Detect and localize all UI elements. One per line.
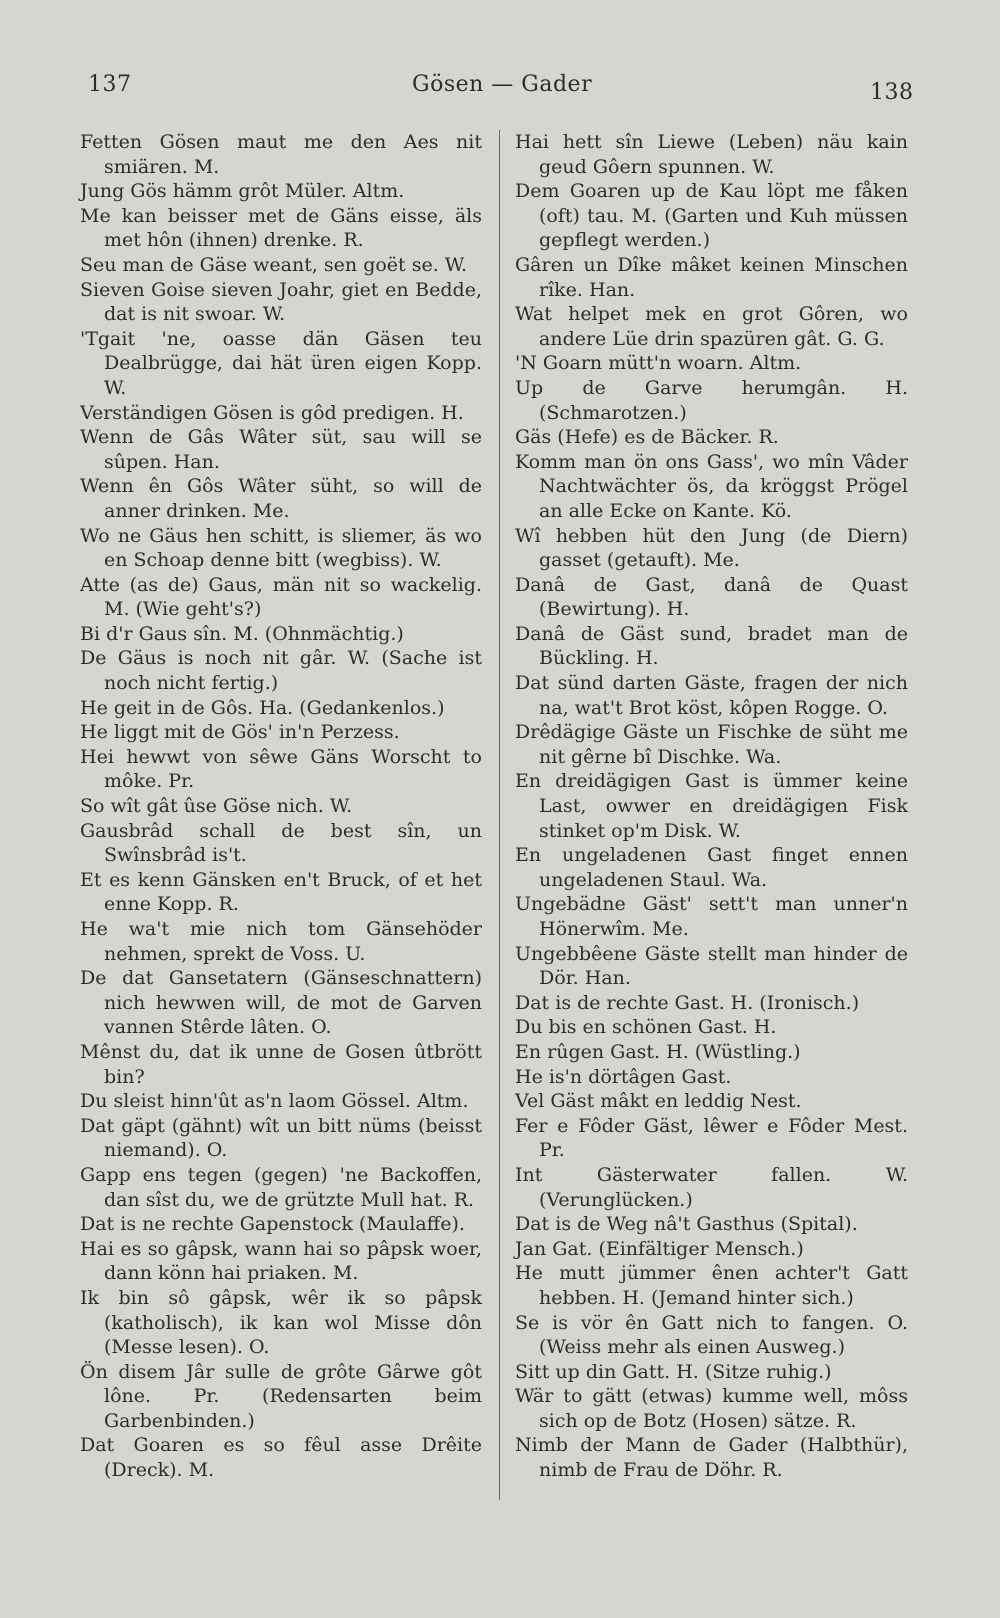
proverb-entry: He geit in de Gôs. Ha. (Gedankenlos.) <box>80 696 445 719</box>
proverb-entry: Nimb der Mann de Gader (Halbthür), nimb de Frau de Döhr. R. <box>515 1434 908 1482</box>
proverb-entry: Hai es so gâpsk, wann hai so pâpsk woer, dann könn hai priaken. M. <box>80 1237 482 1285</box>
proverb-entry: Dem Goaren up de Kau löpt me fåken (oft) tau. M. (Garten und Kuh müssen gepflegt werden.) <box>515 180 908 252</box>
running-title: Gösen — Gader <box>412 72 593 97</box>
proverb-entry: Fer e Fôder Gäst, lêwer e Fôder Mest. Pr. <box>515 1114 908 1162</box>
proverb-entry: Dat gäpt (gähnt) wît un bitt nüms (beisst niemand). O. <box>80 1114 482 1162</box>
proverb-entry: Wenn de Gâs Wâter süt, sau will se sûpen. Han. <box>80 426 482 473</box>
proverb-entry: Ik bin sô gâpsk, wêr ik so pâpsk (katholisch), ik kan wol Misse dôn (Messe lesen). O. <box>80 1286 482 1359</box>
proverb-entry: Int Gästerwater fallen. W. (Verunglücken.) <box>515 1163 908 1211</box>
proverb-entry: De Gäus is noch nit gâr. W. (Sache ist noch nicht fertig.) <box>80 647 482 695</box>
proverb-entry: Dat is ne rechte Gapenstock (Maulaffe). <box>80 1213 465 1236</box>
proverb-entry: En dreidägigen Gast is ümmer keine Last, owwer en dreidägigen Fisk stinket op'm Disk. W. <box>515 770 908 842</box>
proverb-entry: Fetten Gösen maut me den Aes nit smiären. M. <box>80 131 482 178</box>
proverb-entry: Seu man de Gäse weant, sen goët se. W. <box>80 253 468 276</box>
left-column <box>80 130 482 1483</box>
proverb-entry: Wo ne Gäus hen schitt, is sliemer, äs wo en Schoap denne bitt (wegbiss). W. <box>80 524 482 572</box>
proverb-entry: Jan Gat. (Einfältiger Mensch.) <box>515 1237 804 1260</box>
proverb-entry: Up de Garve herumgân. H. (Schmarotzen.) <box>515 376 908 424</box>
proverb-entry: Danâ de Gast, danâ de Quast (Bewirtung). H. <box>515 573 908 621</box>
proverb-entry: Mênst du, dat ik unne de Gosen ûtbrött bin? <box>80 1040 482 1088</box>
proverb-entry: Sieven Goise sieven Joahr, giet en Bedde, dat is nit swoar. W. <box>80 278 482 326</box>
proverb-entry: He mutt jümmer ênen achter't Gatt hebben. H. (Jemand hinter sich.) <box>515 1262 908 1309</box>
proverb-entry: Wat helpet mek en grot Gôren, wo andere Lüe drin spazüren gât. G. G. <box>515 303 908 350</box>
proverb-entry: Ungebädne Gäst' sett't man unner'n Hönerwîm. Me. <box>515 893 908 940</box>
proverb-entry: Du sleist hinn'ût as'n laom Gössel. Altm. <box>80 1090 469 1113</box>
proverb-entry: Du bis en schönen Gast. H. <box>515 1016 777 1039</box>
proverb-entry: Drêdägige Gäste un Fischke de süht me nit gêrne bî Dischke. Wa. <box>515 721 908 768</box>
proverb-entry: 'Tgait 'ne, oasse dän Gäsen teu Dealbrügge, dai hät üren eigen Kopp. W. <box>80 327 482 399</box>
proverb-entry: Jung Gös hämm grôt Müler. Altm. <box>80 180 405 203</box>
proverb-entry: Et es kenn Gänsken en't Bruck, of et het enne Kopp. R. <box>80 868 482 916</box>
column-divider <box>499 130 500 1500</box>
proverb-entry: Bi d'r Gaus sîn. M. (Ohnmächtig.) <box>80 622 404 645</box>
proverb-entry: He is'n dörtâgen Gast. <box>515 1065 732 1088</box>
proverb-entry: Dat is de rechte Gast. H. (Ironisch.) <box>515 991 860 1014</box>
proverb-entry: Me kan beisser met de Gäns eisse, äls met hôn (ihnen) drenke. R. <box>80 204 482 252</box>
proverb-entry: Vel Gäst mâkt en leddig Nest. <box>515 1090 802 1113</box>
proverb-entry: So wît gât ûse Göse nich. W. <box>80 795 353 818</box>
proverb-entry: Sitt up din Gatt. H. (Sitze ruhig.) <box>515 1360 832 1383</box>
proverb-entry: Atte (as de) Gaus, män nit so wackelig. M. (Wie geht's?) <box>80 573 482 621</box>
proverb-entry: Gausbrâd schall de best sîn, un Swînsbrâd is't. <box>80 819 482 867</box>
proverb-entry: He liggt mit de Gös' in'n Perzess. <box>80 721 400 744</box>
proverb-entry: Gäs (Hefe) es de Bäcker. R. <box>515 426 779 449</box>
proverb-entry: Se is vör ên Gatt nich to fangen. O. (Weiss mehr als einen Ausweg.) <box>515 1311 908 1359</box>
proverb-entry: 'N Goarn mütt'n woarn. Altm. <box>515 352 802 375</box>
proverb-entry: Gapp ens tegen (gegen) 'ne Backoffen, dan sîst du, we de grützte Mull hat. R. <box>80 1163 482 1211</box>
proverb-entry: Ungebbêene Gäste stellt man hinder de Dör. Han. <box>515 942 908 990</box>
page-number-right: 138 <box>870 80 914 105</box>
proverb-entry: Ön disem Jâr sulle de grôte Gârwe gôt lône. Pr. (Redensarten beim Garbenbinden.) <box>80 1360 482 1432</box>
proverb-entry: Dat is de Weg nâ't Gasthus (Spital). <box>515 1213 858 1236</box>
proverb-entry: Verständigen Gösen is gôd predigen. H. <box>80 401 464 424</box>
proverb-entry: Wî hebben hüt den Jung (de Diern) gasset (getauft). Me. <box>515 524 908 572</box>
proverb-entry: En ungeladenen Gast finget ennen ungeladenen Staul. Wa. <box>515 844 908 891</box>
proverb-entry: He wa't mie nich tom Gänsehöder nehmen, sprekt de Voss. U. <box>80 918 482 965</box>
proverb-entry: De dat Gansetatern (Gänseschnattern) nich hewwen will, de mot de Garven vannen Stêrde lâten. O. <box>80 967 482 1039</box>
proverb-entry: Dat sünd darten Gäste, fragen der nich na, wat't Brot köst, kôpen Rogge. O. <box>515 672 908 719</box>
page-number-left: 137 <box>88 72 132 97</box>
proverb-entry: Hei hewwt von sêwe Gäns Worscht to môke. Pr. <box>80 745 482 793</box>
proverb-entry: Wär to gätt (etwas) kumme well, môss sich op de Botz (Hosen) sätze. R. <box>515 1385 908 1432</box>
proverb-entry: Dat Goaren es so fêul asse Drêite (Dreck). M. <box>80 1434 482 1482</box>
proverb-entry: Gâren un Dîke mâket keinen Minschen rîke. Han. <box>515 253 908 301</box>
proverb-entry: En rûgen Gast. H. (Wüstling.) <box>515 1040 801 1063</box>
right-column <box>515 130 908 1483</box>
proverb-entry: Danâ de Gäst sund, bradet man de Bückling. H. <box>515 622 908 670</box>
proverb-entry: Hai hett sîn Liewe (Leben) näu kain geud Gôern spunnen. W. <box>515 131 908 178</box>
proverb-entry: Komm man ön ons Gass', wo mîn Vâder Nachtwächter ös, da kröggst Prögel an alle Ecke on Kante. Kö. <box>515 450 908 522</box>
proverb-entry: Wenn ên Gôs Wâter süht, so will de anner drinken. Me. <box>80 475 482 522</box>
